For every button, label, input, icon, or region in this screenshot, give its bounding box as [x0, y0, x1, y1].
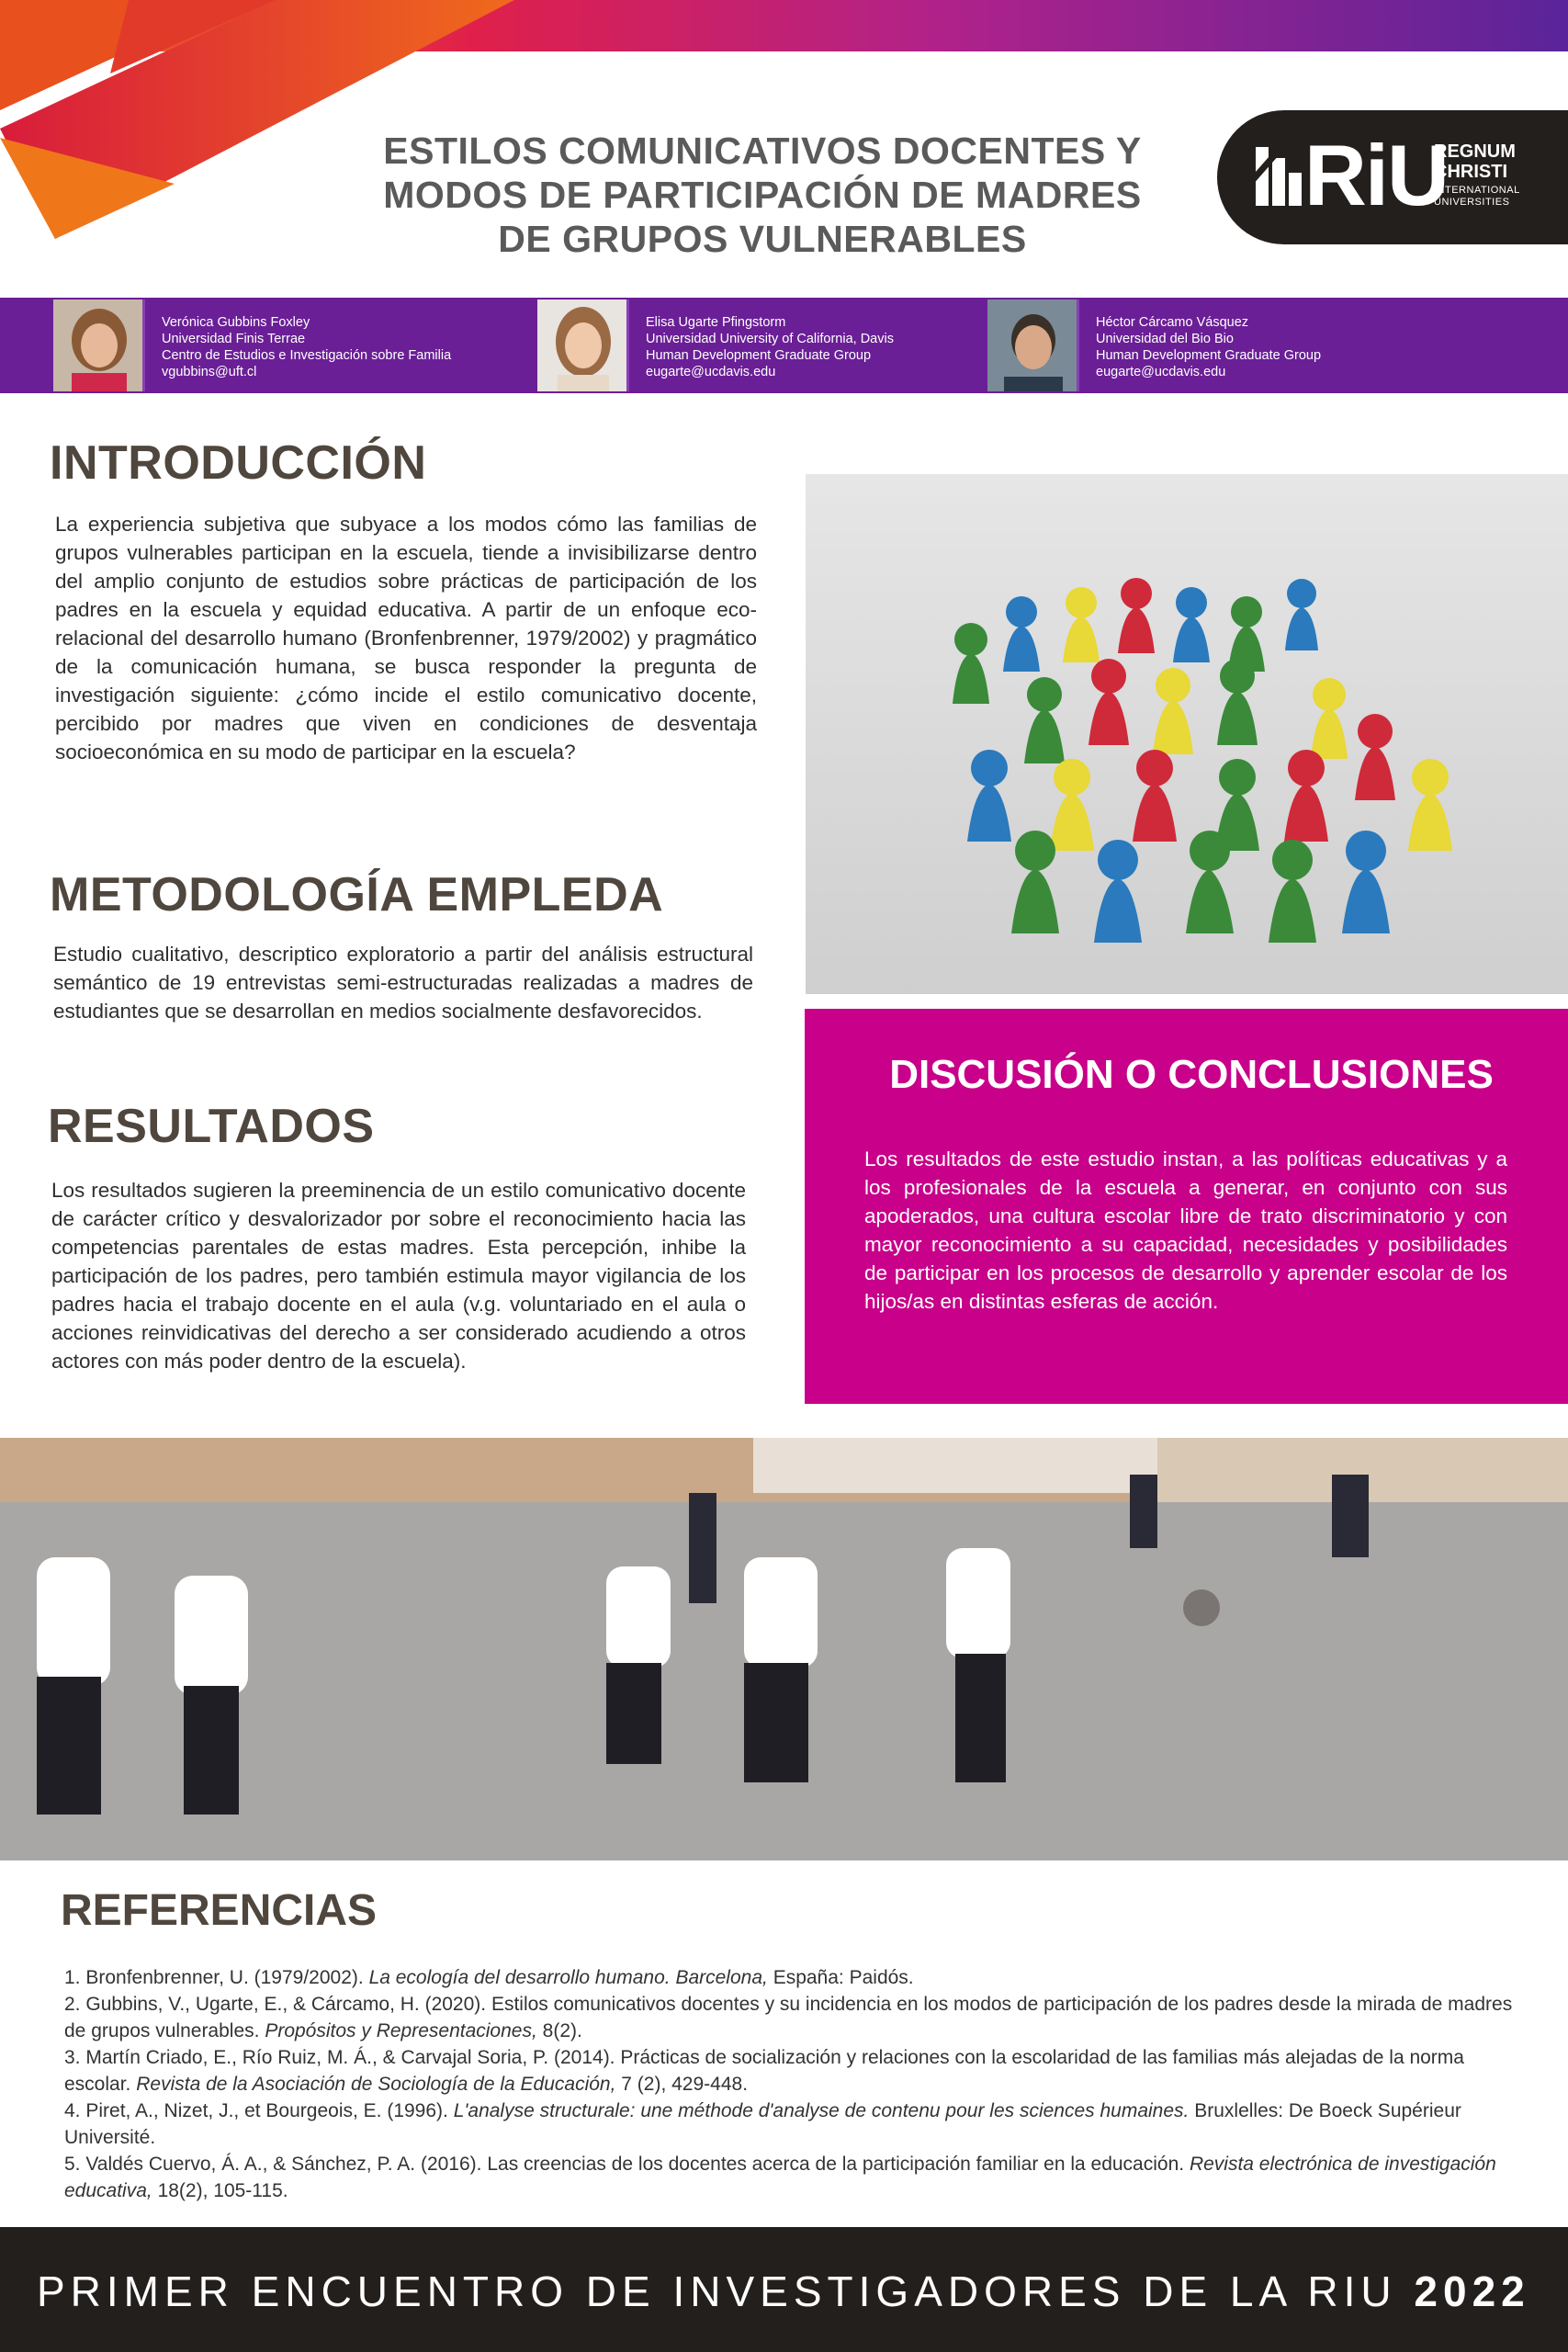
logo-line: REGNUM	[1434, 141, 1516, 162]
reference-item: 1. Bronfenbrenner, U. (1979/2002). La ecología del desarrollo humano. Barcelona, España: Paidós.	[64, 1967, 914, 1988]
author-card	[987, 298, 1502, 393]
soccer-ball-icon	[1183, 1589, 1220, 1626]
discussion-box	[805, 1009, 1568, 1404]
author-affiliation: Centro de Estudios e Investigación sobre Familia	[162, 348, 452, 363]
results-heading: RESULTADOS	[48, 1100, 375, 1153]
references-heading: REFERENCIAS	[61, 1886, 378, 1935]
author-name: Héctor Cárcamo Vásquez	[1096, 315, 1249, 330]
method-text: Estudio cualitativo, descriptico exploratorio a partir del análisis estructural semántico de 19 entrevistas semi-estructuradas realizadas a madres de estudiantes que se desarrollan en medios socialmente desfavorecidos.	[53, 943, 753, 1023]
author-name: Elisa Ugarte Pfingstorm	[646, 315, 786, 330]
footer-text	[37, 2264, 1543, 2319]
author-photo	[53, 300, 145, 391]
footer-band	[0, 2227, 1568, 2352]
author-card	[537, 298, 978, 393]
results-text: Los resultados sugieren la preeminencia de un estilo comunicativo docente de carácter crítico y desvalorizador por sobre el reconocimiento hacia las competencias parentales de estas madres. Esta percepción, inhibe la participación de los padres, pero también estimula mayor vigilancia de los padres hacia el trabajo docente en el aula (v.g. voluntariado en el aula o acciones reinvidicativas del derecho a ser considerado acudiendo a otros actores con más poder dentro de la escuela).	[51, 1179, 746, 1373]
references-list	[64, 1964, 1514, 2204]
schoolyard-photo	[0, 1438, 1568, 1860]
author-affiliation: Universidad University of California, Davis	[646, 332, 894, 346]
pawns-photo	[806, 474, 1568, 994]
logo-line: CHRISTI	[1434, 162, 1507, 182]
author-info	[1096, 314, 1321, 380]
intro-heading: INTRODUCCIÓN	[50, 436, 427, 490]
author-affiliation: Human Development Graduate Group	[646, 348, 872, 363]
title-line: DE GRUPOS VULNERABLES	[498, 218, 1027, 260]
title-line: MODOS DE PARTICIPACIÓN DE MADRES	[383, 174, 1142, 216]
author-affiliation: Universidad del Bio Bio	[1096, 332, 1234, 346]
logo-line: UNIVERSITIES	[1434, 197, 1510, 208]
author-email[interactable]: eugarte@ucdavis.edu	[1096, 365, 1226, 379]
pawn-figures	[953, 578, 1452, 943]
author-photo	[987, 300, 1079, 391]
title-line: ESTILOS COMUNICATIVOS DOCENTES Y	[383, 130, 1142, 172]
reference-item: 3. Martín Criado, E., Río Ruiz, M. Á., & Carvajal Soria, P. (2014). Prácticas de socialización y relaciones con la escolaridad de las familias más alejadas de la norma escolar. Revista de la Asociación de Sociología de la Educación, 7 (2), 429-448.	[64, 2047, 1464, 2095]
author-card	[53, 298, 531, 393]
author-photo	[537, 300, 629, 391]
author-info	[162, 314, 451, 380]
riu-mark-icon	[1248, 140, 1311, 213]
logo-line: INTERNATIONAL	[1434, 185, 1520, 196]
footer-event-name: PRIMER ENCUENTRO DE INVESTIGADORES DE LA RIU	[37, 2267, 1415, 2315]
authors-band	[0, 298, 1568, 393]
author-affiliation: Universidad Finis Terrae	[162, 332, 306, 346]
author-name: Verónica Gubbins Foxley	[162, 315, 310, 330]
method-heading: METODOLOGÍA EMPLEDA	[50, 868, 664, 922]
logo-wordmark: RiU	[1304, 127, 1448, 223]
riu-logo	[1217, 110, 1568, 244]
discussion-heading: DISCUSIÓN O CONCLUSIONES	[889, 1052, 1494, 1097]
author-email[interactable]: eugarte@ucdavis.edu	[646, 365, 776, 379]
discussion-text: Los resultados de este estudio instan, a las políticas educativas y a los profesionales de la escuela a generar, en conjunto con sus apoderados, una cultura escolar libre de trato discriminatorio y con mayor reconocimiento a su capacidad, necesidades y posibilidades de participar en los procesos de desarrollo y aprender escolar de los hijos/as en distintas esferas de acción.	[864, 1148, 1507, 1313]
reference-item: 4. Piret, A., Nizet, J., et Bourgeois, E. (1996). L'analyse structurale: une méthode d'analyse de contenu pour les sciences humaines. Bruxlelles: De Boeck Supérieur Université.	[64, 2100, 1461, 2148]
author-affiliation: Human Development Graduate Group	[1096, 348, 1322, 363]
intro-text: La experiencia subjetiva que subyace a los modos cómo las familias de grupos vulnerables participan en la escuela, tiende a invisibilizarse dentro del amplio conjunto de estudios sobre prácticas de participación de los padres en la escuela y equidad educativa. A partir de un enfoque eco-relacional del desarrollo humano (Bronfenbrenner, 1979/2002) y pragmático de la comunicación humana, se busca responder la pregunta de investigación siguiente: ¿cómo incide el estilo comunicativo docente, percibido por madres que viven en condiciones de desventaja socioeconómica en su modo de participar en la escuela?	[55, 513, 757, 763]
reference-item: 5. Valdés Cuervo, Á. A., & Sánchez, P. A. (2016). Las creencias de los docentes acerca de la participación familiar en la educación. Revista electrónica de investigación educativa, 18(2), 105-115.	[64, 2154, 1496, 2201]
reference-item: 2. Gubbins, V., Ugarte, E., & Cárcamo, H. (2020). Estilos comunicativos docentes y su incidencia en los modos de participación de los padres desde la mirada de madres de grupos vulnerables. Propósitos y Representaciones, 8(2).	[64, 1994, 1513, 2041]
poster-title	[340, 129, 1185, 261]
author-info	[646, 314, 894, 380]
author-email[interactable]: vgubbins@uft.cl	[162, 365, 257, 379]
footer-year: 2022	[1414, 2267, 1530, 2315]
